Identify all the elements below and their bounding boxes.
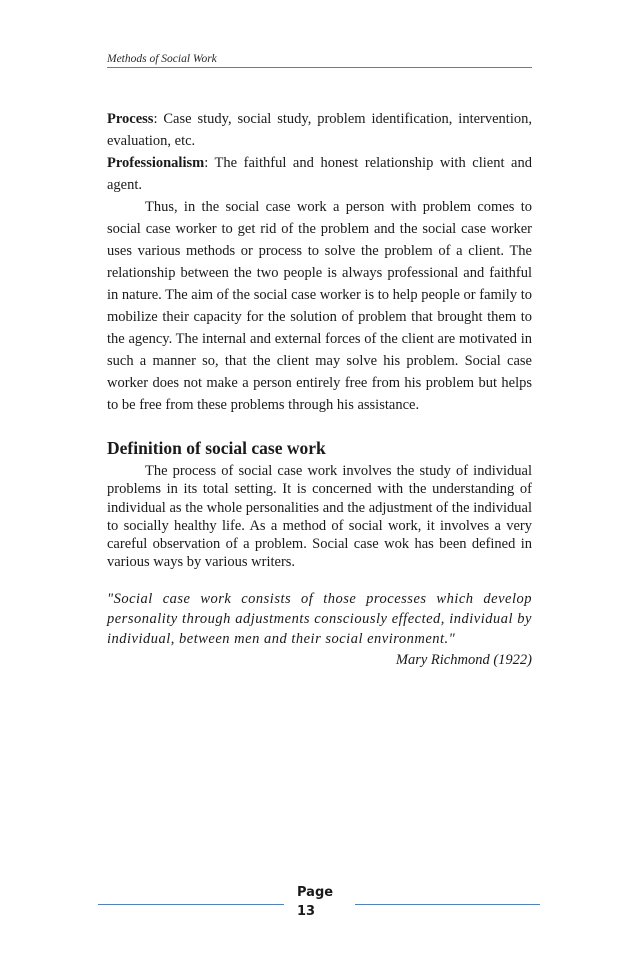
process-term: Process — [107, 111, 154, 127]
body-paragraph-1: Thus, in the social case work a person with problem comes to social case worker to get rid of the problem and the social case worker uses various methods or process to solve the problem of a client. The relationship between the two people is always professional and faithful in nature. The aim of the social case worker is to help people or family to mobilize their capacity for the solution of problem that brought them to the agency. The internal and external forces of the client are motivated in such a manner so, that the client may solve his problem. Social case worker does not make a person entirely free from his problem but helps to be free from these problems through his assistance. — [107, 199, 532, 413]
quote-attribution: Mary Richmond (1922) — [395, 651, 532, 668]
page-number — [297, 883, 347, 921]
page-number-value: 13 — [297, 904, 316, 919]
block-quote: "Social case work consists of those processes which develop personality through adjustments consciously effected, individual by individual, between men and their social environment." — [107, 590, 532, 647]
page-label: Page — [297, 885, 334, 900]
body-paragraph-2: The process of social case work involves the study of individual problems in its total setting. It is concerned with the understanding of individual as the whole personalities and the adjustment of the individual to socially healthy life. As a method of social work, it involves a very careful observation of a problem. Social case wok has been defined in various ways by various writers. — [107, 463, 532, 571]
professionalism-term: Professionalism — [107, 155, 205, 171]
process-text: : Case study, social study, problem identification, intervention, evaluation, etc. — [107, 111, 532, 149]
footer-rule-left — [98, 904, 284, 905]
section-heading: Definition of social case work — [107, 438, 326, 458]
process-definition — [107, 108, 532, 152]
page-content — [107, 108, 532, 671]
footer-rule-right — [355, 904, 540, 905]
professionalism-text: : The faithful and honest relationship with client and agent. — [107, 155, 532, 193]
running-header: Methods of Social Work — [107, 53, 532, 68]
professionalism-definition — [107, 152, 532, 196]
